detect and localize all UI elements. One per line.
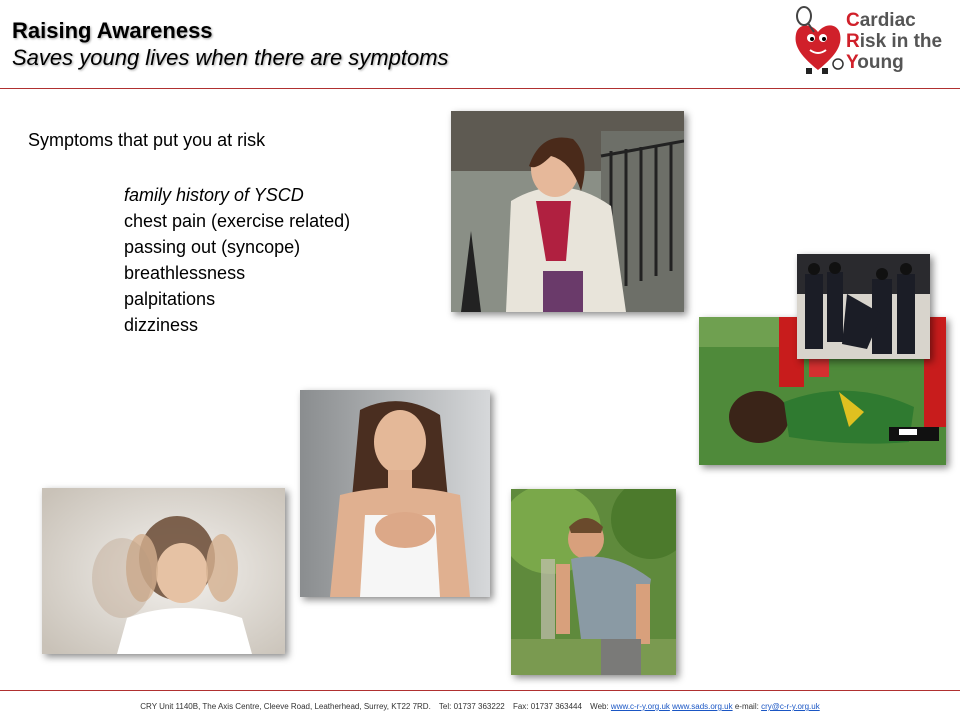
cry-logo [790, 6, 955, 78]
photo-dizzy-woman [42, 488, 285, 654]
symptom-list [124, 182, 350, 338]
footer-divider [0, 690, 960, 691]
symptom-item: chest pain (exercise related) [124, 211, 351, 231]
symptom-item: dizziness [124, 315, 199, 335]
symptom-item: breathlessness [124, 263, 246, 283]
page-subtitle: Saves young lives when there are symptoms [12, 45, 449, 70]
footer-fax: Fax: 01737 363444 [512, 702, 582, 711]
email-link[interactable]: cry@c-r-y.org.uk [761, 702, 820, 711]
cry-website-link[interactable]: www.c-r-y.org.uk [610, 702, 670, 711]
logo-wordmark [846, 10, 942, 73]
photo-police-collapse [797, 254, 930, 359]
logo-word-1: ardiac [859, 10, 916, 31]
symptoms-heading: Symptoms that put you at risk [28, 130, 266, 150]
photo-woman-holding-chest [300, 390, 490, 597]
logo-cap-y: Y [846, 52, 858, 73]
sads-website-link[interactable]: www.sads.org.uk [672, 702, 733, 711]
symptom-item: palpitations [124, 289, 216, 309]
photo-breathless-man [511, 489, 676, 675]
footer-tel: Tel: 01737 363222 [438, 702, 505, 711]
symptom-item: passing out (syncope) [124, 237, 301, 257]
logo-word-3: oung [857, 52, 904, 73]
photo-woman-at-railing [451, 111, 684, 312]
footer-address: CRY Unit 1140B, The Axis Centre, Cleeve Road, Leatherhead, Surrey, KT22 7RD. [140, 702, 431, 711]
symptom-item: family history of YSCD [124, 185, 304, 205]
heart-mascot-icon [790, 6, 846, 78]
page-title: Raising Awareness [12, 18, 213, 43]
footer-email-label: e-mail: [734, 702, 759, 711]
logo-cap-c: C [846, 10, 860, 31]
footer-contact [0, 702, 960, 711]
footer-web-label: Web: [590, 702, 609, 711]
logo-cap-r: R [846, 31, 860, 52]
logo-word-2: isk in the [859, 31, 943, 52]
header-divider [0, 88, 960, 89]
title-block [12, 18, 449, 71]
